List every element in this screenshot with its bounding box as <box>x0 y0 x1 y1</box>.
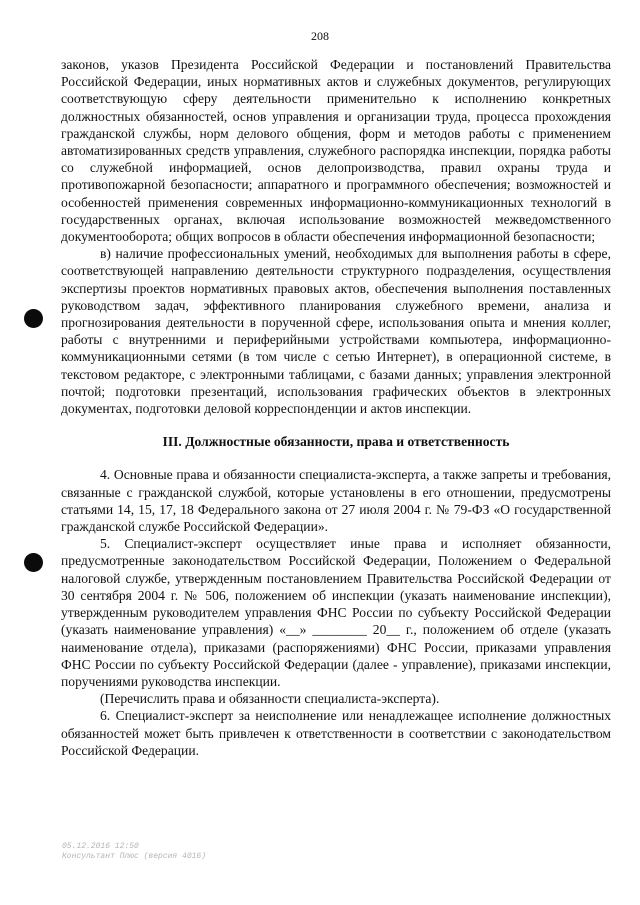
footer-stamp <box>62 842 206 862</box>
section-heading: III. Должностные обязанности, права и ответственность <box>162 434 510 450</box>
footer-stamp-line: 05.12.2016 12:50 <box>62 842 139 851</box>
punch-hole-mark <box>24 309 43 328</box>
page-number: 208 <box>311 29 329 43</box>
paragraph-continuation: законов, указов Президента Российской Федерации и постановлений Правительства Российской Федерации, иных нормативных актов и служебных документов, регулирующих соответствующую сферу деятельности применительно к исполнению конкретных должностных обязанностей, основ управления и организации труда, процесса прохождения гражданской службы, норм делового общения, форм и методов работы с применением автоматизированных средств управления, служебного распорядка инспекции, порядка работы со служебной информацией, основ делопроизводства, правил охраны труда и противопожарной безопасности; аппаратного и программного обеспечения; возможностей и особенностей применения современных информационно-коммуникационных технологий в государственных органах, включая использование возможностей межведомственного документооборота; общих вопросов в области обеспечения информационной безопасности; <box>61 57 611 245</box>
paragraph-item-5: 5. Специалист-эксперт осуществляет иные права и исполняет обязанности, предусмотренные законодательством Российской Федерации, Положением о Федеральной налоговой службе, утвержденным постановлением Правительства Российской Федерации от 30 сентября 2004 г. № 506, положением об инспекции (указать наименование инспекции), утвержденным руководителем управления ФНС России по субъекту Российской Федерации (указать наименование управления) «__» ________ 20__ г., положением об отделе (указать наименование отдела), приказами (распоряжениями) ФНС России, приказами управления ФНС России по субъекту Российской Федерации (далее - управление), приказами инспекции, поручениями руководства инспекции. <box>61 536 611 689</box>
punch-hole-mark <box>24 553 43 572</box>
document-body <box>61 56 611 759</box>
paragraph-skills: в) наличие профессиональных умений, необходимых для выполнения работы в сфере, соответствующей направлению деятельности структурного подразделения, осуществления экспертизы проектов нормативных правовых актов, обеспечения выполнения поставленных руководством задач, эффективного планирования служебного времени, анализа и прогнозирования деятельности в порученной сфере, использования опыта и мнения коллег, работы с внутренними и периферийными устройствами компьютера, информационно-коммуникационными сетями (в том числе с сетью Интернет), в операционной системе, в текстовом редакторе, с электронными таблицами, с базами данных; управления электронной почтой; подготовки презентаций, использования графических объектов в электронных документах, подготовки деловой корреспонденции и актов инспекции. <box>61 246 611 417</box>
footer-stamp-line: Консультант Плюс (версия 4016) <box>62 852 207 861</box>
paragraph-item-6: 6. Специалист-эксперт за неисполнение или ненадлежащее исполнение должностных обязанностей может быть привлечен к ответственности в соответствии с законодательством Российской Федерации. <box>61 708 611 758</box>
paragraph-item-4: 4. Основные права и обязанности специалиста-эксперта, а также запреты и требования, связанные с гражданской службой, которые установлены в его отношении, предусмотрены статьями 14, 15, 17, 18 Федерального закона от 27 июля 2004 г. № 79-ФЗ «О государственной гражданской службе Российской Федерации». <box>61 467 611 535</box>
paragraph-note: (Перечислить права и обязанности специалиста-эксперта). <box>100 691 440 707</box>
